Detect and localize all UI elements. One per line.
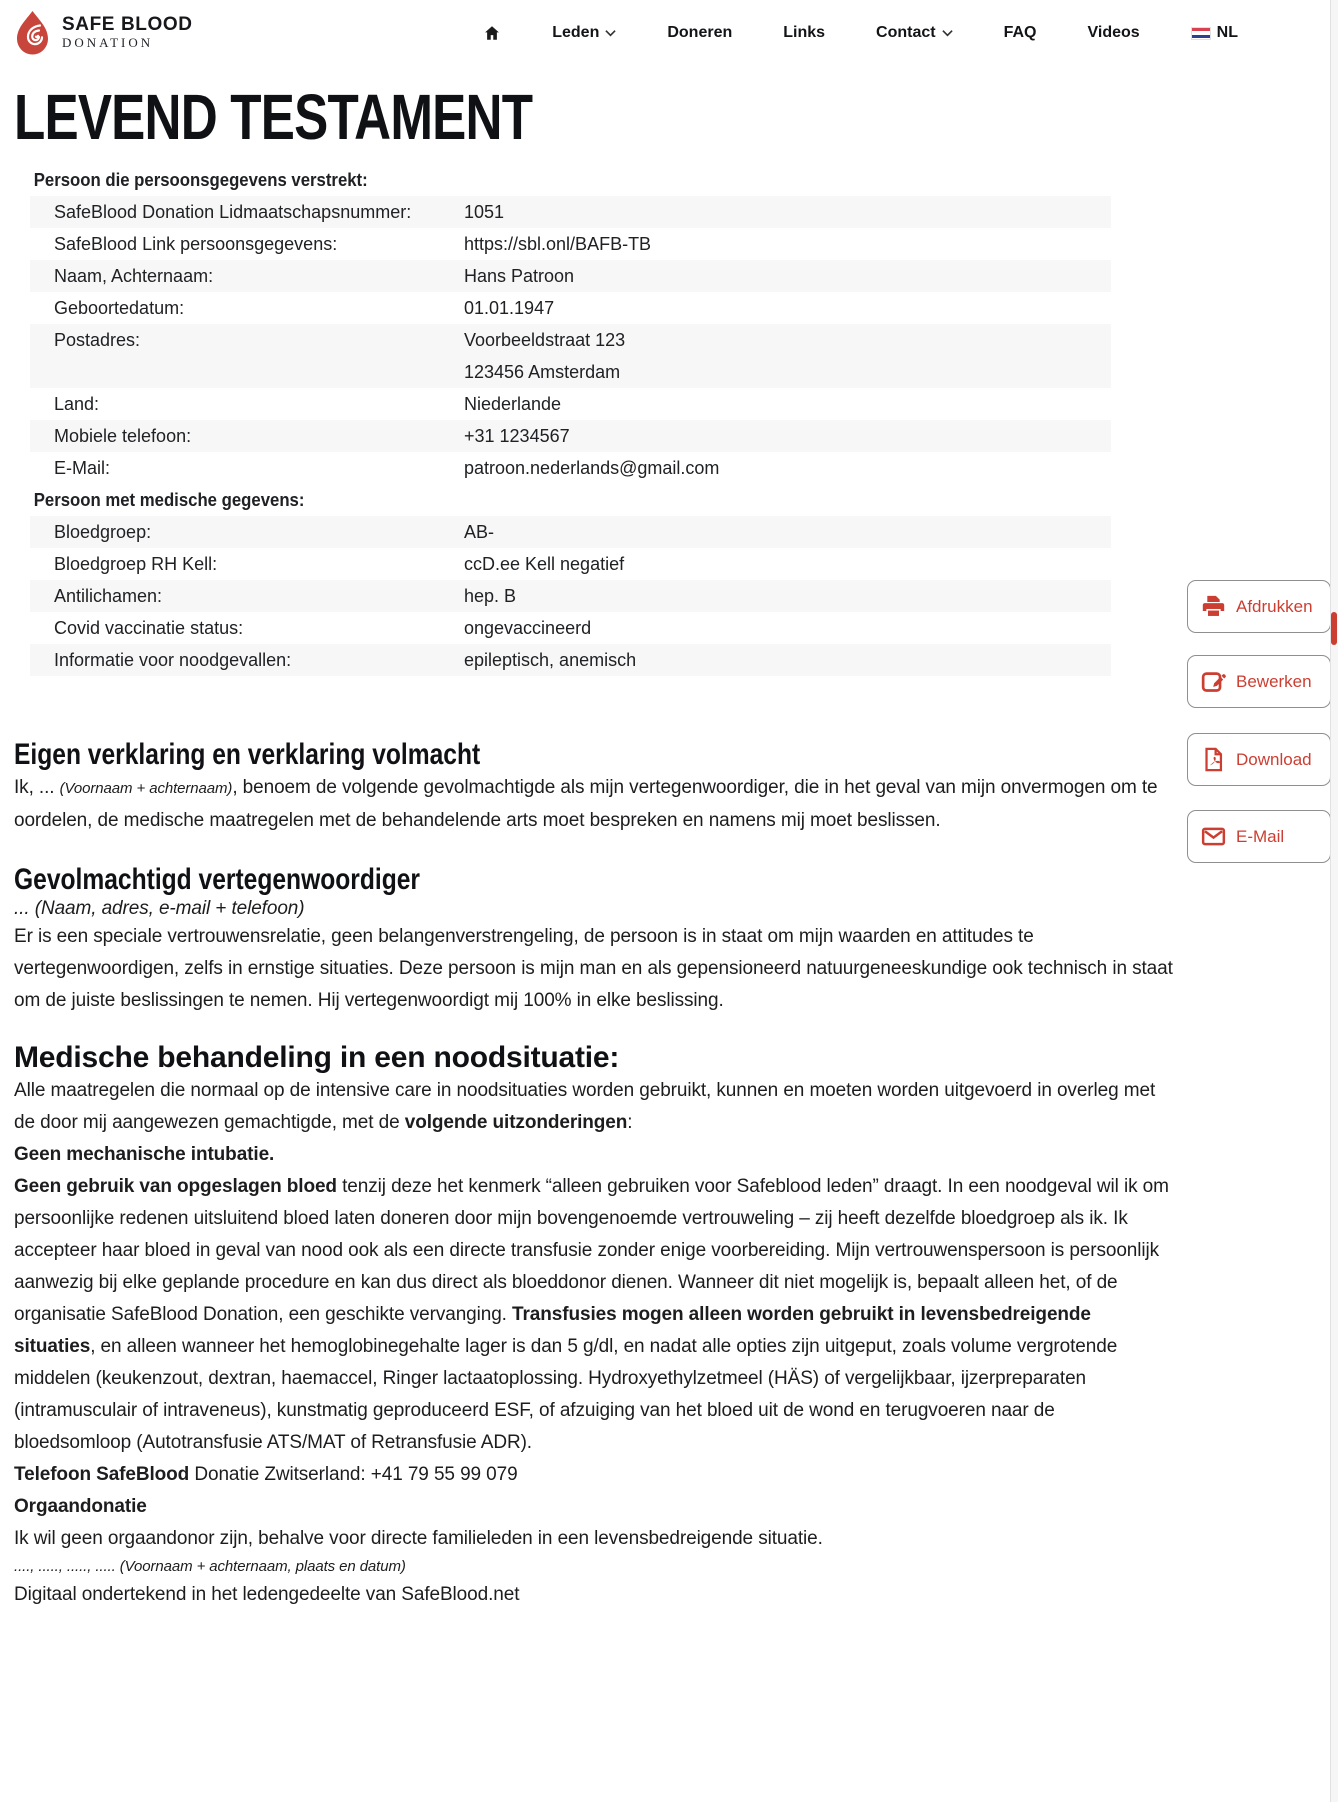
download-button[interactable] — [1187, 733, 1331, 786]
row-label: E-Mail: — [54, 458, 111, 478]
brand-logo[interactable] — [12, 9, 193, 57]
row-label: Land: — [54, 394, 100, 414]
table-row — [30, 612, 1111, 644]
brand-name: SAFE BLOOD — [62, 14, 193, 35]
row-value: Niederlande — [464, 394, 562, 414]
table-row — [30, 580, 1111, 612]
action-label: Bewerken — [1236, 671, 1312, 691]
footer-note: Digitaal ondertekend in het ledengedeelte van SafeBlood.net — [14, 1584, 520, 1605]
scrollbar-thumb[interactable] — [1331, 612, 1337, 645]
row-value: hep. B — [464, 586, 517, 606]
email-icon — [1200, 823, 1227, 850]
language-switcher[interactable] — [1191, 24, 1238, 42]
blood-drop-icon — [12, 9, 52, 57]
action-label: Download — [1236, 749, 1312, 769]
table-row — [30, 452, 1111, 484]
document-body — [14, 738, 1174, 1611]
row-value: patroon.nederlands@gmail.com — [464, 458, 720, 478]
phone-line: Telefoon SafeBlood Donatie Zwitserland: +41 79 55 99 079 — [14, 1464, 518, 1485]
row-label: Antilichamen: — [54, 586, 163, 606]
table-row — [30, 548, 1111, 580]
row-label: Postadres: — [54, 330, 141, 350]
person-data-table — [30, 164, 1111, 676]
page-title: LEVEND TESTAMENT — [14, 81, 533, 153]
row-value: https://sbl.onl/BAFB-TB — [464, 234, 652, 254]
nav-label: Videos — [1087, 24, 1140, 41]
table-row — [30, 228, 1111, 260]
row-value: epileptisch, anemisch — [464, 650, 637, 670]
brand-subtitle: DONATION — [62, 35, 154, 50]
nav-label: Contact — [876, 24, 936, 41]
row-value: ccD.ee Kell negatief — [464, 554, 625, 574]
site-header — [0, 0, 1338, 62]
nav-label: Doneren — [667, 24, 733, 41]
printer-icon — [1200, 593, 1227, 620]
nav-item-doneren[interactable] — [667, 24, 732, 42]
action-label: Afdrukken — [1236, 596, 1313, 616]
nav-label: FAQ — [1003, 24, 1037, 41]
chevron-down-icon — [605, 29, 616, 37]
chevron-down-icon — [942, 29, 953, 37]
row-label: SafeBlood Donation Lidmaatschapsnummer: — [54, 202, 412, 222]
row-value: +31 1234567 — [464, 426, 570, 446]
nav-label: Links — [783, 24, 826, 41]
row-label: Mobiele telefoon: — [54, 426, 192, 446]
table-row — [30, 420, 1111, 452]
row-value: 01.01.1947 — [464, 298, 555, 318]
action-label: E-Mail — [1236, 826, 1285, 846]
table-row — [30, 260, 1111, 292]
row-label: SafeBlood Link persoonsgegevens: — [54, 234, 338, 254]
paragraph-gevolmachtigd: Er is een speciale vertrouwensrelatie, geen belangenverstrengeling, de persoon is in staat om mijn waarden en attitudes te vertegenwoordigen, zelfs in ernstige situaties. Deze persoon is mijn man en als gepensioneerd natuurgeneeskundige ook technisch in staat om de juiste beslissingen te nemen. Hij vertegenwoordigt mij 100% in elke beslissing. — [14, 926, 1173, 1011]
placeholder-hint: ... (Naam, adres, e-mail + telefoon) — [14, 898, 305, 919]
row-value: AB- — [464, 522, 495, 542]
home-icon — [483, 24, 501, 42]
nl-flag-icon — [1191, 27, 1211, 40]
nav-item-videos[interactable] — [1088, 24, 1140, 42]
row-label: Bloedgroep RH Kell: — [54, 554, 218, 574]
language-code: NL — [1216, 24, 1238, 41]
section-heading-orgaandonatie: Orgaandonatie — [14, 1496, 147, 1517]
table-row — [30, 196, 1111, 228]
table-section-title: Persoon die persoonsgegevens verstrekt: — [33, 170, 368, 190]
section-heading-gevolmachtigd: Gevolmachtigd vertegenwoordiger — [14, 863, 420, 896]
nav-item-faq[interactable] — [1004, 24, 1037, 42]
medical-data-rows — [30, 516, 1111, 676]
row-value: 1051 — [464, 202, 505, 222]
row-value: Voorbeeldstraat 123 123456 Amsterdam — [464, 330, 626, 382]
pdf-file-icon — [1200, 746, 1227, 773]
table-row — [30, 388, 1111, 420]
nav-item-contact[interactable] — [876, 24, 953, 42]
edit-icon — [1200, 668, 1227, 695]
edit-button[interactable] — [1187, 655, 1331, 708]
nav-item-leden[interactable] — [552, 24, 616, 42]
nav-item-links[interactable] — [783, 24, 825, 42]
placeholder-hint: (Voornaam + achternaam) — [59, 780, 233, 797]
main-nav — [483, 24, 1238, 42]
row-label: Bloedgroep: — [54, 522, 152, 542]
statement-geen-intubatie: Geen mechanische intubatie. — [14, 1144, 275, 1165]
row-label: Geboortedatum: — [54, 298, 185, 318]
nav-home[interactable] — [483, 24, 501, 42]
table-row — [30, 292, 1111, 324]
paragraph-medische-behandeling: Alle maatregelen die normaal op de intensive care in noodsituaties worden gebruikt, kunnen en moeten worden uitgevoerd in overleg met de door mij aangewezen gemachtigde, met de volgende uitzonderingen: — [14, 1080, 1156, 1133]
paragraph-eigen-verklaring: Ik, ... (Voornaam + achternaam), benoem de volgende gevolmachtigde als mijn vertegenwoordiger, die in het geval van mijn onvermogen om te oordelen, de medische maatregelen met de behandelende arts moet bespreken en namens mij moet beslissen. — [14, 777, 1158, 831]
table-section-title: Persoon met medische gegevens: — [33, 490, 305, 510]
nav-label: Leden — [552, 24, 600, 41]
row-label: Informatie voor noodgevallen: — [54, 650, 292, 670]
table-row — [30, 324, 1111, 388]
paragraph-bloedgebruik: Geen gebruik van opgeslagen bloed tenzij deze het kenmerk “alleen gebruiken voor Safeblood leden” draagt. In een noodgeval wil ik om persoonlijke redenen uitsluitend bloed laten doneren door mijn bovengenoemde vertrouweling – zij heeft dezelfde bloedgroep als ik. Ik accepteer haar bloed in geval van nood ook als een directe transfusie zonder enige voorbereiding. Mijn vertrouwenspersoon is persoonlijk aanwezig bij elke geplande procedure en kan dus direct als bloeddonor dienen. Wanneer dit niet mogelijk is, bepaalt alleen het, of de organisatie SafeBlood Donation, een geschikte vervanging. Transfusies mogen alleen worden gebruikt in levensbedreigende situaties, en alleen wanneer het hemoglobinegehalte lager is dan 5 g/dl, en nadat alle opties zijn uitgeput, zoals volume vergrotende middelen (keukenzout, dextran, haemaccel, Ringer lactaatoplossing. Hydroxyethylzetmeel (HÄS) of vergelijkbaar, ijzerpreparaten (intramusculair of intraveneus), kunstmatig geproduceerd ESF, of afzuiging van het bloed uit de wond en terugvoeren naar de bloedsomloop (Autotransfusie ATS/MAT of Retransfusie ADR). — [14, 1176, 1169, 1453]
table-row — [30, 516, 1111, 548]
row-label: Covid vaccinatie status: — [54, 618, 244, 638]
print-button[interactable] — [1187, 580, 1331, 633]
row-label: Naam, Achternaam: — [54, 266, 214, 286]
row-value: Hans Patroon — [464, 266, 575, 286]
table-row — [30, 644, 1111, 676]
scrollbar-track[interactable] — [1330, 0, 1338, 1802]
signature-placeholder: ...., ....., ....., ..... (Voornaam + achternaam, plaats en datum) — [14, 1558, 406, 1575]
row-value: ongevaccineerd — [464, 618, 592, 638]
section-heading-medische-behandeling: Medische behandeling in een noodsituatie: — [14, 1041, 620, 1074]
section-heading-eigen-verklaring: Eigen verklaring en verklaring volmacht — [14, 738, 481, 771]
paragraph-orgaandonatie: Ik wil geen orgaandonor zijn, behalve voor directe familieleden in een levensbedreigende situatie. — [14, 1528, 823, 1549]
email-button[interactable] — [1187, 810, 1331, 863]
personal-data-rows — [30, 196, 1111, 484]
